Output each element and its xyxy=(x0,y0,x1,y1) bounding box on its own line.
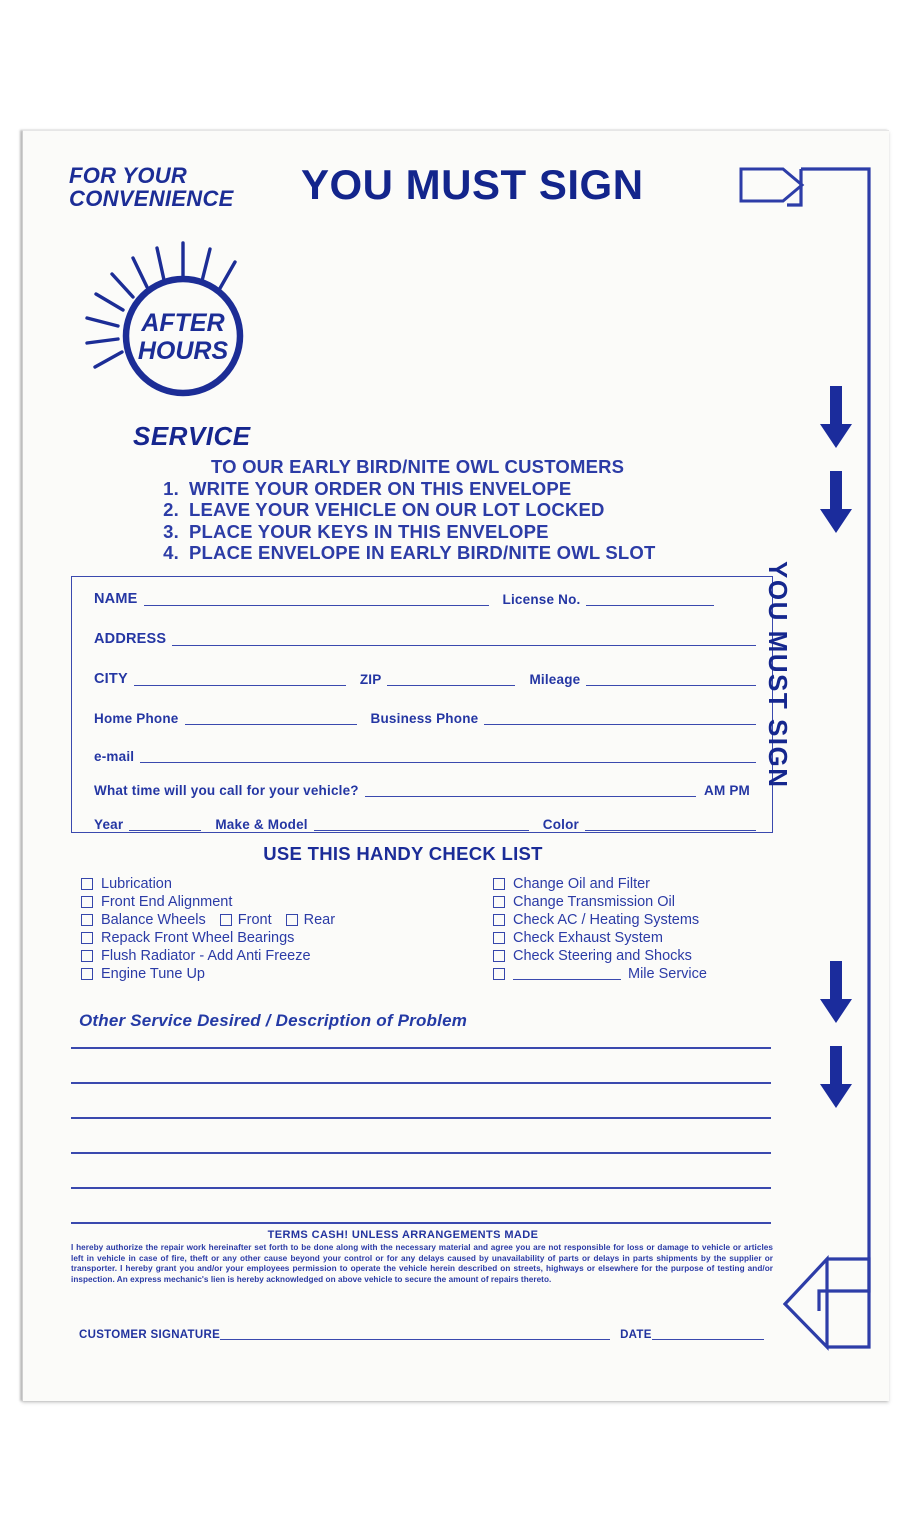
checklist-item[interactable] xyxy=(81,947,335,965)
checklist-item-label: Change Oil and Filter xyxy=(513,876,651,892)
checklist-item-label: Balance Wheels xyxy=(101,912,206,928)
description-line[interactable] xyxy=(71,1117,771,1119)
home-phone-label: Home Phone xyxy=(94,711,179,726)
checklist-left-column xyxy=(81,875,335,983)
checkbox-icon[interactable] xyxy=(493,950,505,962)
mileage-label: Mileage xyxy=(529,672,581,687)
checklist-item[interactable] xyxy=(493,875,707,893)
description-line[interactable] xyxy=(71,1187,771,1189)
instruction-item xyxy=(145,499,765,521)
checklist-item-label: Change Transmission Oil xyxy=(513,894,675,910)
checklist-right-column xyxy=(493,875,707,983)
terms-body: I hereby authorize the repair work hereinafter set forth to be done along with the necessary material and agree you are not responsible for loss or damage to vehicle or articles left in vehicle in case of fire, theft or any other cause beyond your control or for any delays caused by unavailability of parts or delays in parts shipments by the supplier or transporter. I hereby grant you and/or your employees permission to operate the vehicle herein described on streets, highways or elsewhere for the purpose of testing and/or inspection. An express mechanic's lien is hereby acknowledged on above vehicle to secure the amount of repairs thereto. xyxy=(71,1243,773,1284)
customer-info-box xyxy=(71,576,773,833)
city-label: CITY xyxy=(94,671,128,687)
checklist-sub-label-front: Front xyxy=(237,912,272,928)
checklist-title: USE THIS HANDY CHECK LIST xyxy=(263,843,543,864)
email-label: e-mail xyxy=(94,749,135,764)
page-title: YOU MUST SIGN xyxy=(301,161,644,208)
instruction-text: LEAVE YOUR VEHICLE ON OUR LOT LOCKED xyxy=(189,499,605,520)
address-input[interactable] xyxy=(172,632,756,646)
checklist-item-label: Mile Service xyxy=(628,966,707,982)
checklist-item[interactable] xyxy=(81,875,335,893)
instructions-lead: TO OUR EARLY BIRD/NITE OWL CUSTOMERS xyxy=(211,456,625,477)
checkbox-icon[interactable] xyxy=(493,932,505,944)
checkbox-icon[interactable] xyxy=(81,896,93,908)
description-line[interactable] xyxy=(71,1047,771,1049)
color-input[interactable] xyxy=(585,817,756,831)
date-label: DATE xyxy=(620,1329,652,1341)
description-line[interactable] xyxy=(71,1082,771,1084)
checkbox-icon[interactable] xyxy=(493,878,505,890)
checklist-item[interactable] xyxy=(81,911,335,929)
make-model-label: Make & Model xyxy=(215,817,308,832)
home-phone-input[interactable] xyxy=(185,711,357,725)
form-row-vehicle xyxy=(94,817,756,832)
year-input[interactable] xyxy=(129,817,201,831)
business-phone-label: Business Phone xyxy=(370,711,479,726)
checkbox-rear-icon[interactable] xyxy=(286,914,298,926)
down-arrow-icon xyxy=(820,471,852,533)
checklist-item-label: Engine Tune Up xyxy=(101,966,205,982)
instruction-item xyxy=(145,478,765,500)
checklist-item[interactable] xyxy=(81,893,335,911)
description-line[interactable] xyxy=(71,1152,771,1154)
envelope-page xyxy=(22,130,889,1401)
checklist-item[interactable] xyxy=(493,893,707,911)
checkbox-icon[interactable] xyxy=(81,878,93,890)
checklist-item[interactable] xyxy=(81,965,335,983)
license-label: License No. xyxy=(502,592,581,607)
description-line[interactable] xyxy=(71,1222,771,1224)
form-row-call-time xyxy=(94,783,756,798)
instruction-text: WRITE YOUR ORDER ON THIS ENVELOPE xyxy=(189,477,572,499)
down-arrow-icon xyxy=(820,1046,852,1108)
business-phone-input[interactable] xyxy=(484,711,756,725)
zip-input[interactable] xyxy=(387,672,515,686)
customer-signature-label: CUSTOMER SIGNATURE xyxy=(79,1329,221,1341)
terms-heading: TERMS CASH! UNLESS ARRANGEMENTS MADE xyxy=(267,1229,539,1241)
form-row-phones xyxy=(94,711,756,726)
call-time-input[interactable] xyxy=(365,783,696,797)
checklist-item-label: Flush Radiator - Add Anti Freeze xyxy=(101,948,311,964)
checkbox-icon[interactable] xyxy=(493,914,505,926)
checklist-item[interactable] xyxy=(493,911,707,929)
instruction-number: 4. xyxy=(163,542,179,563)
arrow-left-icon xyxy=(785,1259,827,1347)
signature-row xyxy=(79,1326,764,1341)
down-arrow-icon xyxy=(820,386,852,448)
logo-line-1: AFTER xyxy=(141,309,225,337)
instruction-number: 3. xyxy=(163,520,179,542)
instructions-block xyxy=(145,456,765,564)
you-must-sign-channel xyxy=(783,161,887,1361)
logo-line-2: HOURS xyxy=(137,337,229,365)
checklist-item[interactable] xyxy=(81,929,335,947)
vertical-you-must-sign-label: YOU MUST SIGN xyxy=(763,561,793,789)
make-model-input[interactable] xyxy=(314,817,529,831)
year-label: Year xyxy=(94,817,124,832)
checkbox-icon[interactable] xyxy=(81,932,93,944)
city-input[interactable] xyxy=(134,672,346,686)
form-row-city xyxy=(94,671,756,687)
convenience-line-2: CONVENIENCE xyxy=(69,186,234,211)
instruction-item xyxy=(145,542,765,564)
form-row-address xyxy=(94,631,756,647)
checkbox-icon[interactable] xyxy=(81,950,93,962)
checkbox-front-icon[interactable] xyxy=(220,914,232,926)
instruction-item xyxy=(145,521,765,543)
checklist-item-label: Repack Front Wheel Bearings xyxy=(101,930,295,946)
address-label: ADDRESS xyxy=(94,631,167,647)
instruction-text: PLACE YOUR KEYS IN THIS ENVELOPE xyxy=(189,520,549,542)
instruction-text: PLACE ENVELOPE IN EARLY BIRD/NITE OWL SLOT xyxy=(189,542,656,563)
color-label: Color xyxy=(542,817,580,832)
checklist-item-label: Lubrication xyxy=(101,876,172,892)
form-row-email xyxy=(94,749,756,764)
zip-label: ZIP xyxy=(359,672,382,687)
customer-signature-input[interactable] xyxy=(220,1326,610,1340)
mileage-input[interactable] xyxy=(586,672,756,686)
name-input[interactable] xyxy=(144,592,489,606)
date-input[interactable] xyxy=(652,1326,764,1340)
mile-service-input[interactable] xyxy=(513,968,621,980)
checkbox-icon[interactable] xyxy=(493,896,505,908)
checklist-item-label: Front End Alignment xyxy=(101,894,233,910)
instruction-number: 1. xyxy=(163,477,179,499)
license-input[interactable] xyxy=(586,592,714,606)
name-label: NAME xyxy=(94,591,138,607)
channel-top-hook xyxy=(787,169,801,205)
checklist-item-label: Check AC / Heating Systems xyxy=(513,912,700,928)
checklist-item-mile-service[interactable] xyxy=(493,965,707,983)
checklist-sub-label-rear: Rear xyxy=(303,912,336,928)
call-time-label: What time will you call for your vehicle? xyxy=(94,783,359,798)
checklist-item[interactable] xyxy=(493,947,707,965)
checklist-item-label: Check Exhaust System xyxy=(513,930,663,946)
convenience-line-1: FOR YOUR xyxy=(69,163,188,188)
checklist-item[interactable] xyxy=(493,929,707,947)
instruction-number: 2. xyxy=(163,499,179,520)
for-your-convenience-label xyxy=(69,164,299,210)
checkbox-icon[interactable] xyxy=(81,968,93,980)
channel-bottom-cap xyxy=(827,1259,869,1347)
service-label: SERVICE xyxy=(133,421,251,451)
other-service-label: Other Service Desired / Description of Problem xyxy=(79,1011,468,1030)
checkbox-icon[interactable] xyxy=(493,968,505,980)
after-hours-sun-logo xyxy=(65,231,280,416)
checklist-item-label: Check Steering and Shocks xyxy=(513,948,692,964)
checkbox-icon[interactable] xyxy=(81,914,93,926)
form-row-name xyxy=(94,591,756,607)
down-arrow-icon xyxy=(820,961,852,1023)
channel-outline xyxy=(801,169,869,1311)
down-arrow-icon-group xyxy=(820,386,852,1108)
am-pm-label: AM PM xyxy=(704,783,750,798)
email-input[interactable] xyxy=(140,749,756,763)
